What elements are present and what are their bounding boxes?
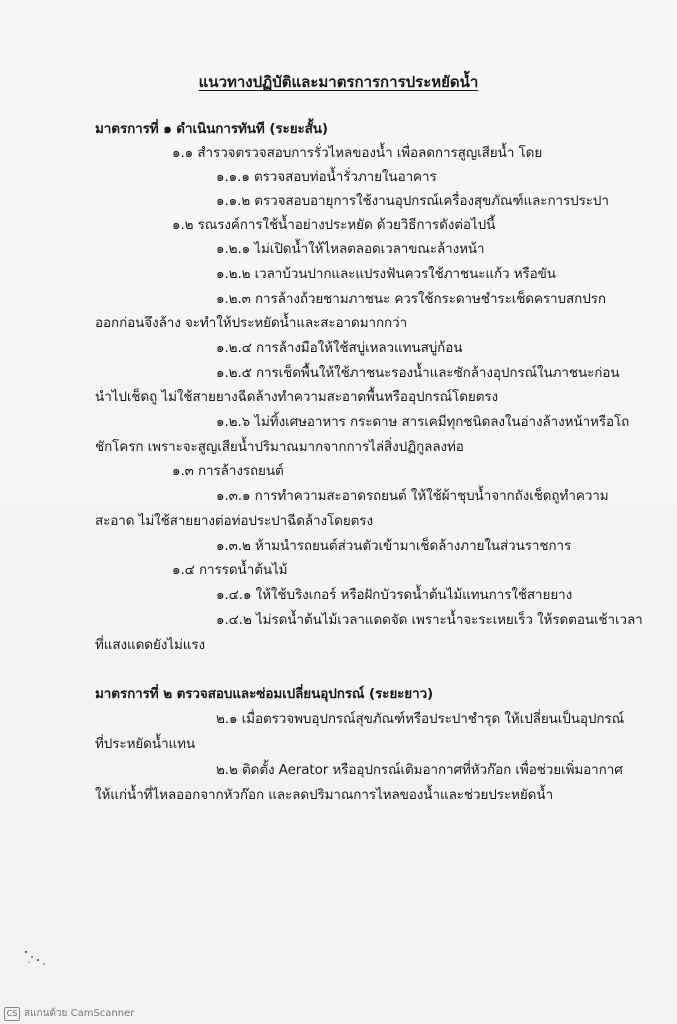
item-1-2-1: ๑.๒.๑ ไม่เปิดน้ำให้ไหลตลอดเวลาขณะล้างหน้า — [216, 241, 485, 257]
item-1-1-2: ๑.๑.๒ ตรวจสอบอายุการใช้งานอุปกรณ์เครื่องสุขภัณฑ์และการประปา — [216, 193, 609, 209]
item-1-2-3-line2: ออกก่อนจึงล้าง จะทำให้ประหยัดน้ำและสะอาดมากกว่า — [95, 315, 408, 331]
item-1-4-2-line2: ที่แสงแดดยังไม่แรง — [95, 637, 206, 653]
item-1-4-1: ๑.๔.๑ ให้ใช้บริงเกอร์ หรือฝักบัวรดน้ำต้นไม้แทนการใช้สายยาง — [216, 587, 573, 603]
item-1-2-2: ๑.๒.๒ เวลาบ้วนปากและแปรงฟันควรใช้ภาชนะแก้ว หรือขัน — [216, 266, 556, 282]
item-1-3-1-line1: ๑.๓.๑ การทำความสะอาดรถยนต์ ให้ใช้ผ้าชุบน้ำจากถังเช็ดถูทำความ — [216, 488, 609, 504]
section-1-heading: มาตรการที่ ๑ ดำเนินการทันที (ระยะสั้น) — [95, 121, 328, 137]
item-1-4: ๑.๔ การรดน้ำต้นไม้ — [172, 562, 288, 578]
item-1-3: ๑.๓ การล้างรถยนต์ — [172, 463, 284, 479]
camscanner-footer — [4, 1006, 134, 1021]
item-1-2-5-line1: ๑.๒.๕ การเช็ดพื้นให้ใช้ภาชนะรองน้ำและซักล้างอุปกรณ์ในภาชนะก่อน — [216, 365, 620, 381]
document-title: แนวทางปฏิบัติและมาตรการการประหยัดน้ำ — [198, 73, 479, 91]
camscanner-logo-icon: CS — [4, 1007, 20, 1021]
item-2-2-line1: ๒.๒ ติดตั้ง Aerator หรืออุปกรณ์เติมอากาศที่หัวก๊อก เพื่อช่วยเพิ่มอากาศ — [216, 762, 623, 778]
item-1-1-1: ๑.๑.๑ ตรวจสอบท่อน้ำรั่วภายในอาคาร — [216, 169, 437, 185]
item-2-1-line1: ๒.๑ เมื่อตรวจพบอุปกรณ์สุขภัณฑ์หรือประปาชำรุด ให้เปลี่ยนเป็นอุปกรณ์ — [216, 711, 625, 727]
item-1-3-2: ๑.๓.๒ ห้ามนำรถยนต์ส่วนตัวเข้ามาเช็ดล้างภายในส่วนราชการ — [216, 538, 572, 554]
item-2-1-line2: ที่ประหยัดน้ำแทน — [95, 736, 196, 752]
item-1-2-3-line1: ๑.๒.๓ การล้างถ้วยชามภาชนะ ควรใช้กระดาษชำระเช็ดคราบสกปรก — [216, 291, 606, 307]
item-2-2-line2: ให้แก่น้ำที่ไหลออกจากหัวก๊อก และลดปริมาณการไหลของน้ำและช่วยประหยัดน้ำ — [95, 787, 554, 803]
item-1-2-6-line1: ๑.๒.๖ ไม่ทิ้งเศษอาหาร กระดาษ สารเคมีทุกชนิดลงในอ่างล้างหน้าหรือโถ — [216, 414, 630, 430]
item-1-3-1-line2: สะอาด ไม่ใช้สายยางต่อท่อประปาฉีดล้างโดยตรง — [95, 513, 373, 529]
item-1-2-5-line2: นำไปเช็ดถู ไม่ใช้สายยางฉีดล้างทำความสะอาดพื้นหรืออุปกรณ์โดยตรง — [95, 389, 499, 405]
item-1-4-2-line1: ๑.๔.๒ ไม่รดน้ำต้นไม้เวลาแดดจัด เพราะน้ำจะระเหยเร็ว ให้รดตอนเช้าเวลา — [216, 612, 643, 628]
item-1-2-6-line2: ชักโครก เพราะจะสูญเสียน้ำปริมาณมากจากการไล่สิ่งปฏิกูลลงท่อ — [95, 439, 464, 455]
item-1-2: ๑.๒ รณรงค์การใช้น้ำอย่างประหยัด ด้วยวิธีการดังต่อไปนี้ — [172, 217, 496, 233]
item-1-2-4: ๑.๒.๔ การล้างมือให้ใช้สบู่เหลวแทนสบู่ก้อน — [216, 340, 463, 356]
section-2-heading: มาตรการที่ ๒ ตรวจสอบและซ่อมเปลี่ยนอุปกรณ์ (ระยะยาว) — [95, 686, 434, 702]
scan-artifact-dots — [22, 948, 62, 978]
camscanner-label: สแกนด้วย CamScanner — [24, 1008, 135, 1019]
item-1-1: ๑.๑ สำรวจตรวจสอบการรั่วไหลของน้ำ เพื่อลดการสูญเสียน้ำ โดย — [172, 145, 543, 161]
